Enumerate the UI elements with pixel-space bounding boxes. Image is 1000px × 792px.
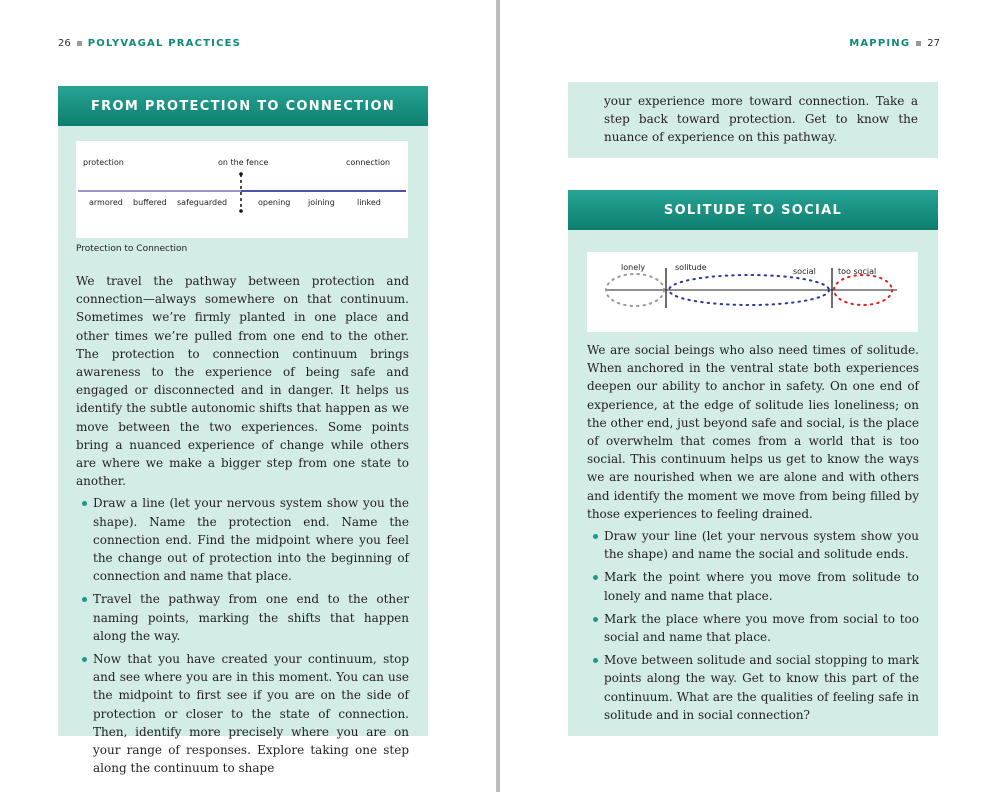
bullet-item: Travel the pathway from one end to the other naming points, marking the shifts that happen along the way. bbox=[76, 590, 409, 645]
solitude-social-figure bbox=[587, 252, 918, 332]
bullet-list-left bbox=[76, 494, 409, 777]
figure-label-opening: opening bbox=[258, 198, 291, 207]
left-page bbox=[0, 0, 496, 792]
continuum-line-graphic bbox=[76, 141, 408, 238]
separator-square bbox=[77, 41, 82, 46]
bullet-item: Now that you have created your continuum, stop and see where you are in this moment. You can use the midpoint to first see if you are on the side of protection or closer to the state of connection. Then, identify more precisely where you are on your range of responses. Explore taking one step along the continuum to shape bbox=[76, 650, 409, 777]
figure-label-lonely: lonely bbox=[621, 263, 646, 272]
figure-label-armored: armored bbox=[89, 198, 123, 207]
page-number-left: 26 bbox=[58, 38, 71, 49]
bullet-item: Draw your line (let your nervous system show you the shape) and name the social and solitude ends. bbox=[587, 527, 919, 563]
section-title-left: FROM PROTECTION TO CONNECTION bbox=[91, 98, 395, 114]
section-banner-left bbox=[58, 86, 428, 126]
figure-label-too-social: too social bbox=[838, 267, 877, 276]
sidebar-panel-left bbox=[58, 86, 428, 776]
separator-square bbox=[916, 41, 921, 46]
page-number-right: 27 bbox=[927, 38, 940, 49]
bullet-item: Mark the place where you move from social to too social and name that place. bbox=[587, 610, 919, 646]
continued-text: your experience more toward connection. Take a step back toward protection. Get to know the nuance of experience on this pathway. bbox=[604, 94, 918, 145]
bullet-item: Draw a line (let your nervous system show you the shape). Name the protection end. Name the connection end. Find the midpoint where you feel the change out of protection into the beginning of connection and name that place. bbox=[76, 494, 409, 585]
figure-caption: Protection to Connection bbox=[76, 244, 188, 254]
running-head-title-left: POLYVAGAL PRACTICES bbox=[87, 38, 242, 49]
figure-label-joining: joining bbox=[308, 198, 335, 207]
paragraph-left: We travel the pathway between protection and connection—always somewhere on that continuum. Sometimes we’re firmly planted in one place and other times we’re pulled from one end to the other. The protection to connection continuum brings awareness to the experience of being safe and engaged or disconnected and in danger. It helps us identify the subtle autonomic shifts that happen as we move between the two experiences. Some points bring a nuanced experience of change while others are where we make a bigger step from one state to another. bbox=[76, 274, 409, 489]
bullet-list-right bbox=[587, 527, 919, 724]
right-page bbox=[500, 0, 1000, 792]
running-head-left bbox=[58, 38, 241, 49]
bullet-item: Move between solitude and social stopping to mark points along the way. Get to know this part of the continuum. What are the qualities of feeling safe in solitude and in social connection? bbox=[587, 651, 919, 724]
fence-marker-bottom bbox=[239, 209, 243, 213]
running-head-title-right: MAPPING bbox=[849, 38, 911, 49]
body-text-right bbox=[587, 341, 919, 729]
running-head-right bbox=[849, 38, 940, 49]
sidebar-panel-right bbox=[568, 190, 938, 736]
continued-panel bbox=[568, 82, 938, 158]
figure-label-protection: protection bbox=[83, 158, 124, 167]
section-banner-right bbox=[568, 190, 938, 230]
figure-label-linked: linked bbox=[357, 198, 381, 207]
figure-label-fence: on the fence bbox=[218, 158, 269, 167]
fence-marker-top bbox=[239, 172, 243, 176]
body-text-left bbox=[76, 272, 409, 782]
figure-label-safeguarded: safeguarded bbox=[177, 198, 228, 207]
protection-connection-figure bbox=[76, 141, 408, 238]
figure-label-connection: connection bbox=[346, 158, 391, 167]
section-title-right: SOLITUDE TO SOCIAL bbox=[663, 202, 843, 218]
bullet-item: Mark the point where you move from solitude to lonely and name that place. bbox=[587, 568, 919, 604]
figure-label-social: social bbox=[793, 267, 816, 276]
figure-label-solitude: solitude bbox=[675, 263, 707, 272]
figure-label-buffered: buffered bbox=[133, 198, 167, 207]
paragraph-right: We are social beings who also need times of solitude. When anchored in the ventral state both experiences deepen our ability to anchor in safety. On one end of experience, at the edge of solitude lies loneliness; on the other end, just beyond safe and social, is the place of overwhelm that comes from a world that is too social. This continuum helps us get to know the ways we are nourished when we are alone and with others and identify the moment we move from being filled by those experiences to feeling drained. bbox=[587, 343, 919, 521]
